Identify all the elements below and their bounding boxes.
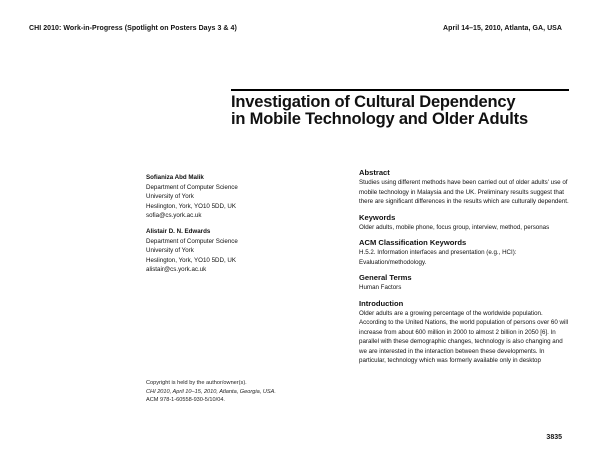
author-block-2: [146, 227, 316, 275]
page-number: 3835: [546, 434, 562, 441]
author-email: sofia@cs.york.ac.uk: [146, 212, 202, 219]
title-rule: [231, 89, 569, 91]
paper-title-line-1: Investigation of Cultural Dependency: [231, 93, 516, 111]
abstract-heading: Abstract: [359, 168, 390, 177]
introduction-section: [359, 299, 571, 366]
general-terms-body: Human Factors: [359, 284, 402, 291]
author-university: University of York: [146, 247, 194, 254]
author-address: Heslington, York, YO10 5DD, UK: [146, 202, 236, 210]
keywords-section: [359, 213, 571, 233]
keywords-heading: Keywords: [359, 212, 396, 222]
copyright-line-3: ACM 978-1-60558-930-5/10/04.: [146, 397, 225, 404]
acm-classification-section: [359, 238, 571, 267]
acm-classification-body: H.5.2. Information interfaces and presentation (e.g., HCI): Evaluation/methodology.: [359, 249, 517, 266]
author-block-1: [146, 173, 316, 221]
running-header-date: April 14–15, 2010, Atlanta, GA, USA: [443, 25, 562, 32]
copyright-line-2: CHI 2010, April 10–15, 2010, Atlanta, Georgia, USA.: [146, 388, 276, 395]
author-name: Alistair D. N. Edwards: [146, 228, 211, 235]
abstract-section: [359, 168, 571, 207]
author-department: Department of Computer Science: [146, 237, 238, 245]
abstract-body: Studies using different methods have been carried out of older adults' use of mobile technology in Malaysia and the UK. Preliminary results suggest that there are significant differences in the results which are culturally dependent.: [359, 179, 569, 205]
acm-classification-heading: ACM Classification Keywords: [359, 238, 467, 247]
general-terms-heading: General Terms: [359, 273, 412, 282]
paper-title: [231, 94, 576, 128]
author-university: University of York: [146, 193, 194, 200]
general-terms-section: [359, 273, 571, 293]
introduction-body: Older adults are a growing percentage of the worldwide population. According to the United Nations, the world population of persons over 60 will increase from about 600 million in 2000 to almost 2 billion in 2050 [6]. In parallel with these demographic changes, technology is also changing and we are interested in the interaction between these developments. In particular, technology which was formerly available only in desktop: [359, 309, 569, 364]
keywords-body: Older adults, mobile phone, focus group, interview, method, personas: [359, 223, 550, 231]
paper-title-line-2: in Mobile Technology and Older Adults: [231, 110, 528, 128]
running-header-conference: CHI 2010: Work-in-Progress (Spotlight on Posters Days 3 & 4): [29, 25, 237, 32]
copyright-line-1: Copyright is held by the author/owner(s).: [146, 380, 247, 386]
author-department: Department of Computer Science: [146, 183, 238, 191]
copyright-notice: [146, 379, 346, 405]
introduction-heading: Introduction: [359, 298, 404, 308]
right-column: [359, 168, 571, 372]
author-name: Sofianiza Abd Malik: [146, 174, 204, 181]
author-email: alistair@cs.york.ac.uk: [146, 266, 207, 273]
author-address: Heslington, York, YO10 5DD, UK: [146, 256, 236, 264]
